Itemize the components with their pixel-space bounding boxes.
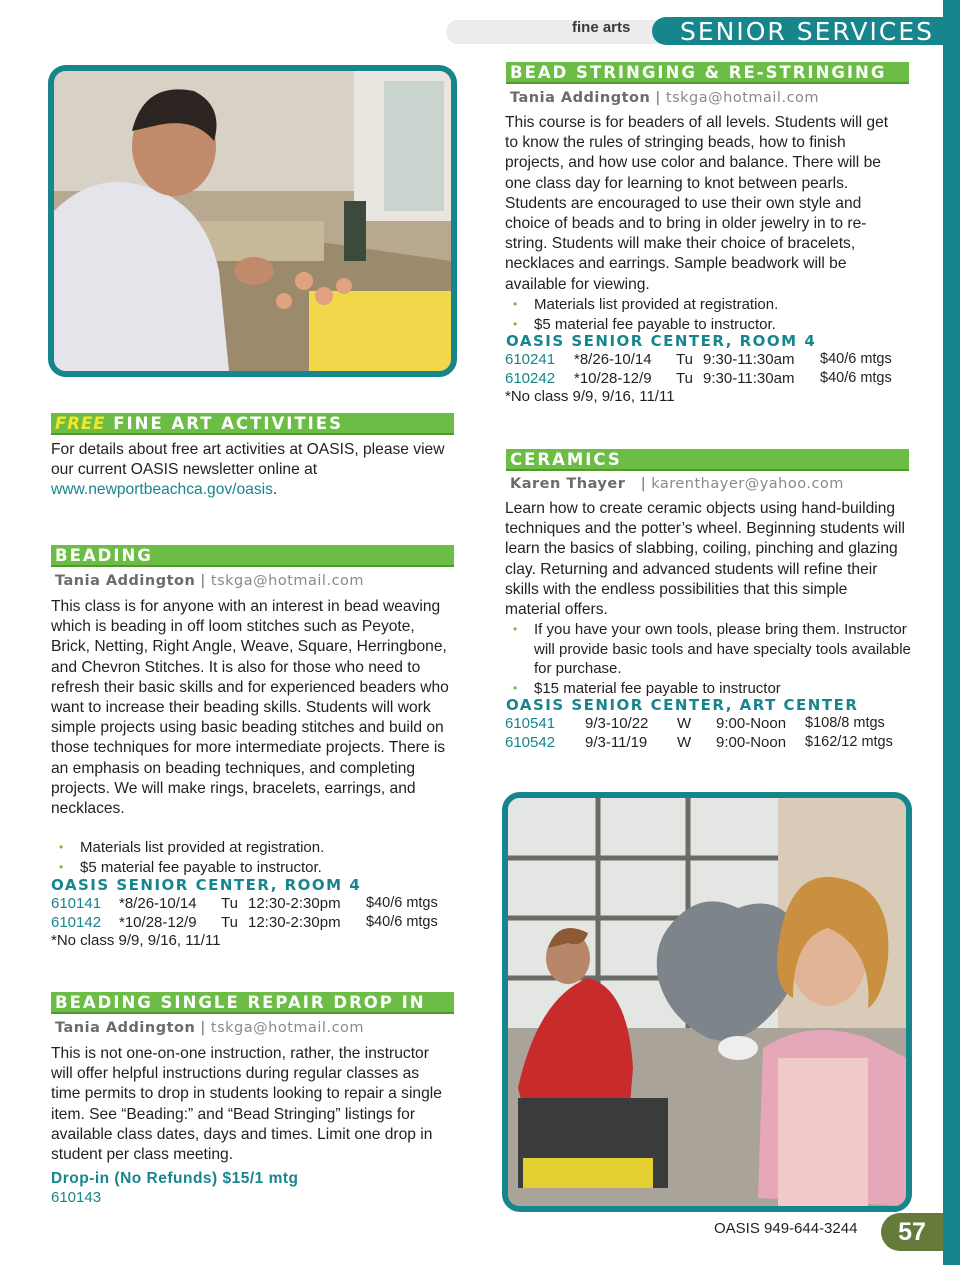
class-day: W [677, 715, 692, 732]
ceramics-location: OASIS SENIOR CENTER, ART CENTER [506, 696, 859, 714]
oasis-website-link[interactable]: www.newportbeachca.gov/oasis [51, 481, 273, 499]
bead-stringing-bullet: • Materials list provided at registration. [505, 295, 905, 315]
class-time: 9:00-Noon [716, 715, 787, 732]
beading-heading [51, 545, 454, 567]
class-time: 12:30-2:30pm [248, 895, 341, 912]
free-activities-period: . [272, 481, 278, 499]
ceramics-photo [502, 792, 912, 1212]
class-day: Tu [221, 895, 238, 912]
beading-instructor-name: Tania Addington [55, 573, 196, 589]
class-day: Tu [221, 914, 238, 931]
header-category-pill [446, 20, 676, 44]
free-activities-body: For details about free art activities at OASIS, please view our current OASIS newsletter online at [51, 441, 445, 479]
class-fee: $40/6 mtgs [366, 914, 438, 930]
class-fee: $162/12 mtgs [805, 734, 893, 750]
free-activities-text [51, 440, 451, 501]
bead-stringing-heading [506, 62, 909, 84]
page-number: 57 [881, 1213, 943, 1251]
bead-stringing-instructor-email[interactable]: tskga@hotmail.com [665, 90, 820, 106]
class-dates: 9/3-11/19 [585, 734, 648, 751]
repair-description: This is not one-on-one instruction, rather, the instructor will offer helpful instructions during regular classes as time permits to drop in students looking to repair a single item. See “Beading:” and “Bead Stringing” listings for available class dates, days and times. Limit one drop in student per class meeting. [51, 1045, 442, 1164]
repair-instructor-name: Tania Addington [55, 1020, 196, 1036]
beading-bullet: • Materials list provided at registration. [51, 838, 451, 858]
bead-stringing-instructor-name: Tania Addington [510, 90, 651, 106]
separator: | [195, 573, 211, 589]
header-section-title: SENIOR SERVICES [680, 17, 934, 46]
footer-phone: OASIS 949-644-3244 [714, 1220, 858, 1237]
class-fee: $108/8 mtgs [805, 715, 885, 731]
class-time: 9:00-Noon [716, 734, 787, 751]
class-dates: *8/26-10/14 [119, 895, 197, 912]
beading-description: This class is for anyone with an interest in bead weaving which is beading in off loom stitches such as Peyote, Brick, Netting, Right Angle, Weave, Square, Herringbone, and Chevron Stitches. It is also for those who need to refresh their basic skills and for experienced beaders who want to increase their beading skills. Students will work simple projects using basic beading stitches and build on those techniques for more intermediate projects. There is an emphasis on beading techniques, and completing projects. We will make rings, bracelets, earrings, and necklaces. [51, 598, 449, 818]
ceramics-instructor-email[interactable]: karenthayer@yahoo.com [651, 476, 844, 492]
bead-stringing-description: This course is for beaders of all levels. Students will get to know the rules of stringing beads, how to finish projects, and how use color and balance. There will be one class day for learning to knot between pearls. Students are encouraged to use their own style and choice of beads and to bring in older jewelry in to re-string. Students will make their choice of bracelets, necklaces and earrings. Sample beadwork will be available for viewing. [505, 114, 889, 293]
class-dates: *10/28-12/9 [119, 914, 197, 931]
class-time: 9:30-11:30am [703, 351, 795, 368]
bead-stringing-bullet: • $5 material fee payable to instructor. [505, 315, 905, 335]
class-time: 12:30-2:30pm [248, 914, 341, 931]
beading-photo [48, 65, 457, 377]
class-fee: $40/6 mtgs [820, 370, 892, 386]
beading-instructor-email[interactable]: tskga@hotmail.com [210, 573, 365, 589]
separator: | [195, 1020, 211, 1036]
class-fee: $40/6 mtgs [366, 895, 438, 911]
bead-stringing-no-class-note: *No class 9/9, 9/16, 11/11 [505, 388, 675, 405]
class-dates: 9/3-10/22 [585, 715, 649, 732]
bead-stringing-location: OASIS SENIOR CENTER, ROOM 4 [506, 332, 817, 350]
repair-dropin-fee: Drop-in (No Refunds) $15/1 mtg [51, 1170, 299, 1187]
class-day: Tu [676, 351, 693, 368]
class-code[interactable]: 610142 [51, 914, 102, 931]
ceramics-instructor [510, 476, 844, 492]
ceramics-bullets [505, 620, 913, 698]
beading-heading-text: BEADING [55, 546, 153, 565]
class-code[interactable]: 610141 [51, 895, 102, 912]
ceramics-heading [506, 449, 909, 471]
ceramics-heading-text: CERAMICS [510, 450, 622, 469]
beading-instructor [55, 573, 364, 589]
class-code[interactable]: 610241 [505, 351, 556, 368]
ceramics-bullet: • $15 material fee payable to instructor [505, 679, 913, 699]
class-dates: *8/26-10/14 [574, 351, 652, 368]
separator: | [650, 90, 666, 106]
repair-class-code[interactable]: 610143 [51, 1189, 102, 1206]
beading-no-class-note: *No class 9/9, 9/16, 11/11 [51, 932, 221, 949]
class-dates: *10/28-12/9 [574, 370, 652, 387]
class-code[interactable]: 610542 [505, 734, 556, 751]
beading-bullet: • $5 material fee payable to instructor. [51, 858, 451, 878]
beading-location: OASIS SENIOR CENTER, ROOM 4 [51, 876, 362, 894]
ceramics-description: Learn how to create ceramic objects using hand-building techniques and the potter’s wheel. Beginning students will learn the basics of slabbing, coiling, pinching and glazing clay. Returning and advanced students will refine their skills with the endless possibilities that this simple material offers. [505, 500, 905, 619]
repair-instructor-email[interactable]: tskga@hotmail.com [210, 1020, 365, 1036]
bead-stringing-instructor [510, 90, 819, 106]
free-heading-text: FINE ART ACTIVITIES [105, 414, 343, 433]
repair-heading [51, 992, 454, 1014]
class-code[interactable]: 610541 [505, 715, 556, 732]
class-day: W [677, 734, 692, 751]
separator: | [625, 476, 652, 492]
repair-heading-text: BEADING SINGLE REPAIR DROP IN [55, 993, 426, 1012]
beading-bullets [51, 838, 451, 877]
repair-instructor [55, 1020, 364, 1036]
class-day: Tu [676, 370, 693, 387]
bead-stringing-bullets [505, 295, 905, 334]
class-fee: $40/6 mtgs [820, 351, 892, 367]
bead-stringing-heading-text: BEAD STRINGING & RE-STRINGING [510, 63, 887, 82]
class-code[interactable]: 610242 [505, 370, 556, 387]
ceramics-bullet: • If you have your own tools, please bring them. Instructor will provide basic tools and have specialty tools available for purchase. [505, 620, 913, 679]
free-activities-heading [51, 413, 454, 435]
ceramics-instructor-name: Karen Thayer [510, 476, 626, 492]
header-category: fine arts [572, 19, 631, 36]
free-label: FREE [55, 414, 106, 433]
page-edge-bar [943, 0, 960, 1265]
class-time: 9:30-11:30am [703, 370, 795, 387]
